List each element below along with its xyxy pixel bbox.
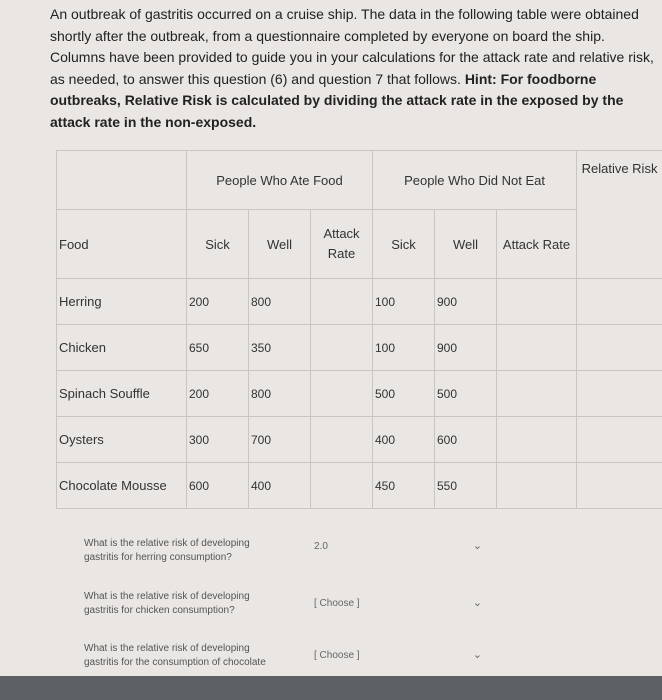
header-did-not-eat: People Who Did Not Eat	[373, 151, 577, 210]
well-count: 700	[249, 417, 311, 463]
relative-risk-cell	[577, 463, 662, 509]
outbreak-table	[56, 150, 662, 509]
food-name: Oysters	[57, 417, 187, 463]
table-row	[57, 417, 662, 463]
header-attack-rate: Attack Rate	[311, 210, 373, 279]
chevron-down-icon: ⌄	[472, 540, 482, 552]
well-not-count: 500	[435, 371, 497, 417]
attack-rate-cell	[311, 417, 373, 463]
header-ate-food: People Who Ate Food	[187, 151, 373, 210]
attack-rate-cell	[311, 463, 373, 509]
answer-select-chocolate[interactable]	[304, 644, 490, 668]
selected-value: [ Choose ]	[314, 598, 360, 609]
header-well: Well	[249, 210, 311, 279]
question-chocolate: What is the relative risk of developing gastritis for the consumption of chocolate	[84, 643, 266, 668]
sick-count: 650	[187, 325, 249, 371]
well-count: 400	[249, 463, 311, 509]
header-attack-rate-not: Attack Rate	[497, 210, 577, 279]
attack-rate-not-cell	[497, 417, 577, 463]
food-name: Spinach Souffle	[57, 371, 187, 417]
header-sick: Sick	[187, 210, 249, 279]
intro-paragraph	[50, 4, 656, 133]
well-count: 800	[249, 371, 311, 417]
food-name: Herring	[57, 279, 187, 325]
attack-rate-not-cell	[497, 371, 577, 417]
selected-value: [ Choose ]	[314, 650, 360, 661]
sick-not-count: 400	[373, 417, 435, 463]
answer-select-herring[interactable]	[304, 535, 490, 559]
sick-count: 600	[187, 463, 249, 509]
chevron-down-icon: ⌄	[472, 649, 482, 661]
table-row	[57, 371, 662, 417]
sick-not-count: 500	[373, 371, 435, 417]
sick-count: 200	[187, 279, 249, 325]
attack-rate-not-cell	[497, 279, 577, 325]
food-name: Chicken	[57, 325, 187, 371]
header-well-not: Well	[435, 210, 497, 279]
well-count: 800	[249, 279, 311, 325]
selected-value: 2.0	[314, 541, 328, 552]
sick-not-count: 100	[373, 325, 435, 371]
well-not-count: 900	[435, 325, 497, 371]
header-sick-not: Sick	[373, 210, 435, 279]
well-count: 350	[249, 325, 311, 371]
question-chicken: What is the relative risk of developing gastritis for chicken consumption?	[84, 591, 250, 616]
well-not-count: 600	[435, 417, 497, 463]
relative-risk-cell	[577, 325, 662, 371]
intro-hint: Hint: For foodborne outbreaks, Relative Risk is calculated by dividing the attack rate in the exposed by the attack rate in the non-exposed.	[50, 70, 624, 130]
sick-not-count: 100	[373, 279, 435, 325]
header-food: Food	[57, 210, 187, 279]
table-row	[57, 463, 662, 509]
table-row	[57, 325, 662, 371]
chevron-down-icon: ⌄	[472, 597, 482, 609]
bottom-bar	[0, 676, 662, 700]
relative-risk-cell	[577, 417, 662, 463]
well-not-count: 900	[435, 279, 497, 325]
attack-rate-cell	[311, 371, 373, 417]
sick-not-count: 450	[373, 463, 435, 509]
answer-select-chicken[interactable]	[304, 592, 490, 616]
well-not-count: 550	[435, 463, 497, 509]
sick-count: 200	[187, 371, 249, 417]
relative-risk-cell	[577, 371, 662, 417]
attack-rate-cell	[311, 279, 373, 325]
relative-risk-cell	[577, 279, 662, 325]
question-herring: What is the relative risk of developing gastritis for herring consumption?	[84, 538, 250, 563]
table-row	[57, 279, 662, 325]
sick-count: 300	[187, 417, 249, 463]
header-blank	[57, 151, 187, 210]
attack-rate-not-cell	[497, 463, 577, 509]
attack-rate-not-cell	[497, 325, 577, 371]
header-relative-risk: Relative Risk	[577, 151, 662, 279]
attack-rate-cell	[311, 325, 373, 371]
intro-text: An outbreak of gastritis occurred on a cruise ship. The data in the following table were obtained shortly after the outbreak, from a questionnaire completed by everyone on board the ship. Columns have been provided to guide you in your calculations for the attack rate and relative risk, as needed, to answer this question (6) and question 7 that follows.	[50, 6, 654, 87]
food-name: Chocolate Mousse	[57, 463, 187, 509]
